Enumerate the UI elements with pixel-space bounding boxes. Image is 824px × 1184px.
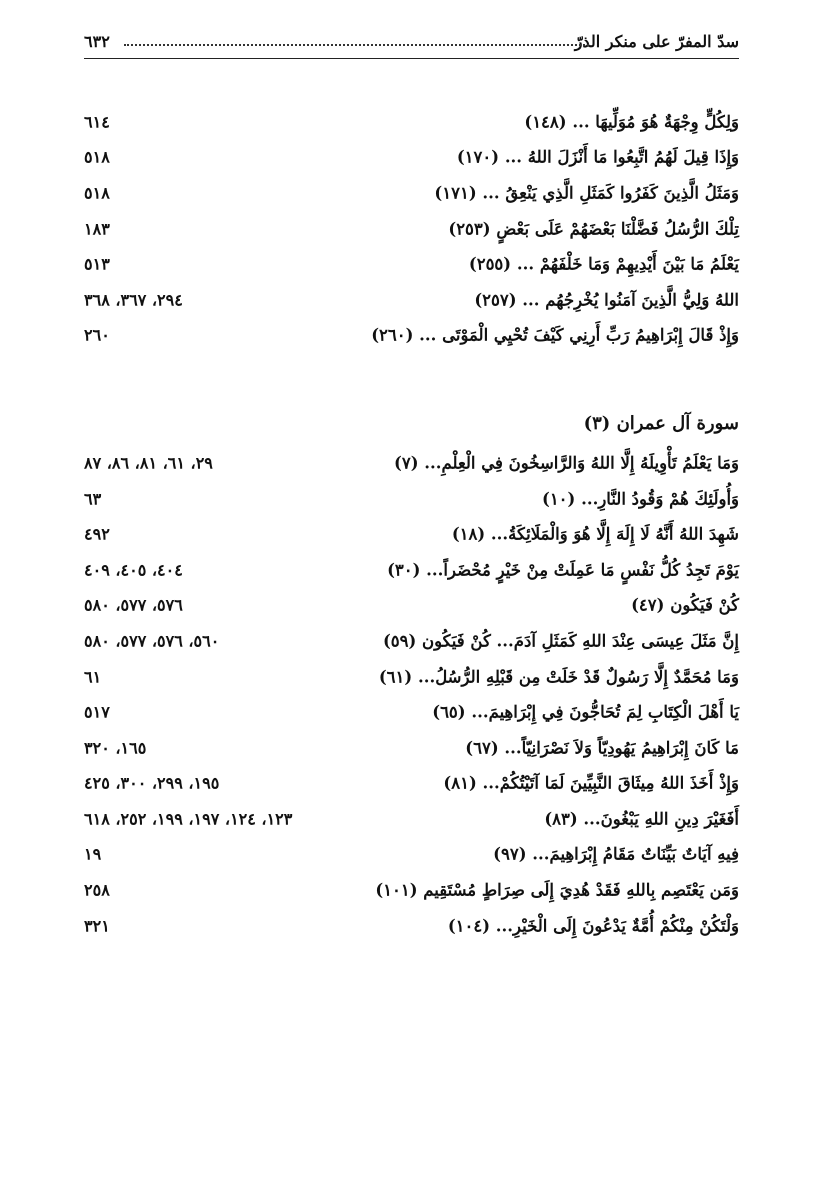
- index-entry: [84, 282, 739, 318]
- verse-text: وَإِذْ أَخَذَ اللهُ مِيثَاقَ النَّبِيِّينَ لَمَا آتَيْتُكُمْ... (٨١): [443, 773, 739, 793]
- index-entry: [84, 623, 739, 659]
- verse-text: اللهُ وَلِيُّ الَّذِينَ آمَنُوا يُخْرِجُهُم ... (٢٥٧): [474, 290, 739, 310]
- index-entry: [84, 837, 739, 873]
- page-references: ٦١: [84, 667, 102, 687]
- verse-text: تِلْكَ الرُّسُلُ فَضَّلْنَا بَعْضَهُمْ عَلَى بَعْضٍ (٢٥٣): [448, 219, 739, 239]
- index-entry: [84, 445, 739, 481]
- verse-text: وَمَن يَعْتَصِم بِاللهِ فَقَدْ هُدِيَ إِلَى صِرَاطٍ مُسْتَقِيم (١٠١): [375, 880, 739, 900]
- index-entry: [84, 246, 739, 282]
- page-references: ١٢٣، ١٢٤، ١٩٧، ١٩٩، ٢٥٢، ٦١٨: [84, 809, 293, 829]
- verse-text: وَلْتَكُنْ مِنْكُمْ أُمَّةٌ يَدْعُونَ إِلَى الْخَيْرِ... (١٠٤): [447, 916, 739, 936]
- verse-text: وَمَثَلُ الَّذِينَ كَفَرُوا كَمَثَلِ الَّذِي يَنْعِقُ ... (١٧١): [434, 183, 739, 203]
- page-references: ٤٠٤، ٤٠٥، ٤٠٩: [84, 560, 183, 580]
- index-entry: [84, 730, 739, 766]
- page-references: ٥١٨: [84, 147, 110, 167]
- index-entry: [84, 516, 739, 552]
- page-references: ١٦٥، ٣٢٠: [84, 738, 147, 758]
- page-references: ٥١٨: [84, 183, 110, 203]
- page-references: ٢٩، ٦١، ٨١، ٨٦، ٨٧: [84, 453, 213, 473]
- index-entry: [84, 140, 739, 176]
- index-entry: [84, 552, 739, 588]
- index-entry: [84, 175, 739, 211]
- verse-text: شَهِدَ اللهُ أَنَّهُ لَا إِلَهَ إِلَّا هُوَ وَالْمَلَائِكَةُ... (١٨): [451, 524, 739, 544]
- verse-text: يَوْمَ تَجِدُ كُلُّ نَفْسٍ مَا عَمِلَتْ مِنْ خَيْرٍ مُحْضَراً... (٣٠): [387, 560, 739, 580]
- verse-text: وَمَا مُحَمَّدٌ إِلَّا رَسُولٌ قَدْ خَلَتْ مِن قَبْلِهِ الرُّسُلُ... (٦١): [378, 667, 739, 687]
- verse-text: كُنْ فَيَكُون (٤٧): [631, 595, 739, 615]
- page-references: ٤٩٢: [84, 524, 110, 544]
- verse-text: وَمَا يَعْلَمُ تَأْوِيلَهُ إِلَّا اللهُ وَالرَّاسِخُونَ فِي الْعِلْمِ... (٧): [394, 453, 739, 473]
- entries-list-al-imran: [84, 445, 739, 943]
- verse-text: وَإِذْ قَالَ إِبْرَاهِيمُ رَبِّ أَرِنِي كَيْفَ تُحْيِي الْمَوْتَى ... (٢٦٠): [371, 325, 739, 345]
- index-entry: [84, 694, 739, 730]
- page-references: ٢٥٨: [84, 880, 110, 900]
- page-references: ٥١٣: [84, 254, 110, 274]
- page-references: ٢٦٠: [84, 325, 110, 345]
- index-entry: [84, 481, 739, 517]
- page-references: ٦١٤: [84, 112, 110, 132]
- index-entry: [84, 318, 739, 354]
- header-rule: [84, 58, 739, 59]
- leader-dots: [124, 44, 589, 46]
- section-heading: سورة آل عمران (٣): [583, 413, 739, 435]
- verse-text: فِيهِ آيَاتٌ بَيِّنَاتٌ مَقَامُ إِبْرَاهِيمَ... (٩٧): [493, 844, 739, 864]
- page-references: ١٩٥، ٢٩٩، ٣٠٠، ٤٢٥: [84, 773, 220, 793]
- index-entry: [84, 659, 739, 695]
- page-references: ٢٩٤، ٣٦٧، ٣٦٨: [84, 290, 183, 310]
- verse-text: يَا أَهْلَ الْكِتَابِ لِمَ تُحَاجُّونَ فِي إِبْرَاهِيمَ... (٦٥): [432, 702, 739, 722]
- running-head: [84, 30, 739, 56]
- page-references: ٥١٧: [84, 702, 110, 722]
- index-entry: [84, 211, 739, 247]
- verse-text: إِنَّ مَثَلَ عِيسَى عِنْدَ اللهِ كَمَثَلِ آدَمَ... كُنْ فَيَكُون (٥٩): [382, 631, 739, 651]
- verse-text: وَإِذَا قِيلَ لَهُمُ اتَّبِعُوا مَا أَنْزَلَ اللهُ ... (١٧٠): [456, 147, 739, 167]
- page-references: ٣٢١: [84, 916, 110, 936]
- verse-text: وَلِكُلٍّ وِجْهَةٌ هُوَ مُوَلِّيهَا ... (١٤٨): [524, 112, 739, 132]
- verse-text: وَأُولَئِكَ هُمْ وَقُودُ النَّارِ... (١٠): [542, 489, 739, 509]
- page-references: ٥٦٠، ٥٧٦، ٥٧٧، ٥٨٠: [84, 631, 220, 651]
- index-entry: [84, 766, 739, 802]
- verse-text: يَعْلَمُ مَا بَيْنَ أَيْدِيهِمْ وَمَا خَلْفَهُمْ ... (٢٥٥): [468, 254, 739, 274]
- book-title: سدّ المفرّ على منكر الذرّ: [574, 32, 739, 51]
- page-references: ٦٣: [84, 489, 102, 509]
- page-references: ٥٧٦، ٥٧٧، ٥٨٠: [84, 595, 183, 615]
- verse-text: أَفَغَيْرَ دِينِ اللهِ يَبْغُونَ... (٨٣): [544, 809, 739, 829]
- index-entry: [84, 908, 739, 944]
- verse-text: مَا كَانَ إِبْرَاهِيمُ يَهُودِيّاً وَلاَ نَصْرَانِيّاً... (٦٧): [465, 738, 739, 758]
- index-entry: [84, 588, 739, 624]
- index-entry: [84, 872, 739, 908]
- page-references: ١٩: [84, 844, 102, 864]
- index-page: [84, 30, 739, 943]
- page-references: ١٨٣: [84, 219, 110, 239]
- page-number: ٦٣٢: [84, 32, 110, 51]
- index-entry: [84, 104, 739, 140]
- entries-list-baqara: [84, 104, 739, 353]
- index-entry: [84, 801, 739, 837]
